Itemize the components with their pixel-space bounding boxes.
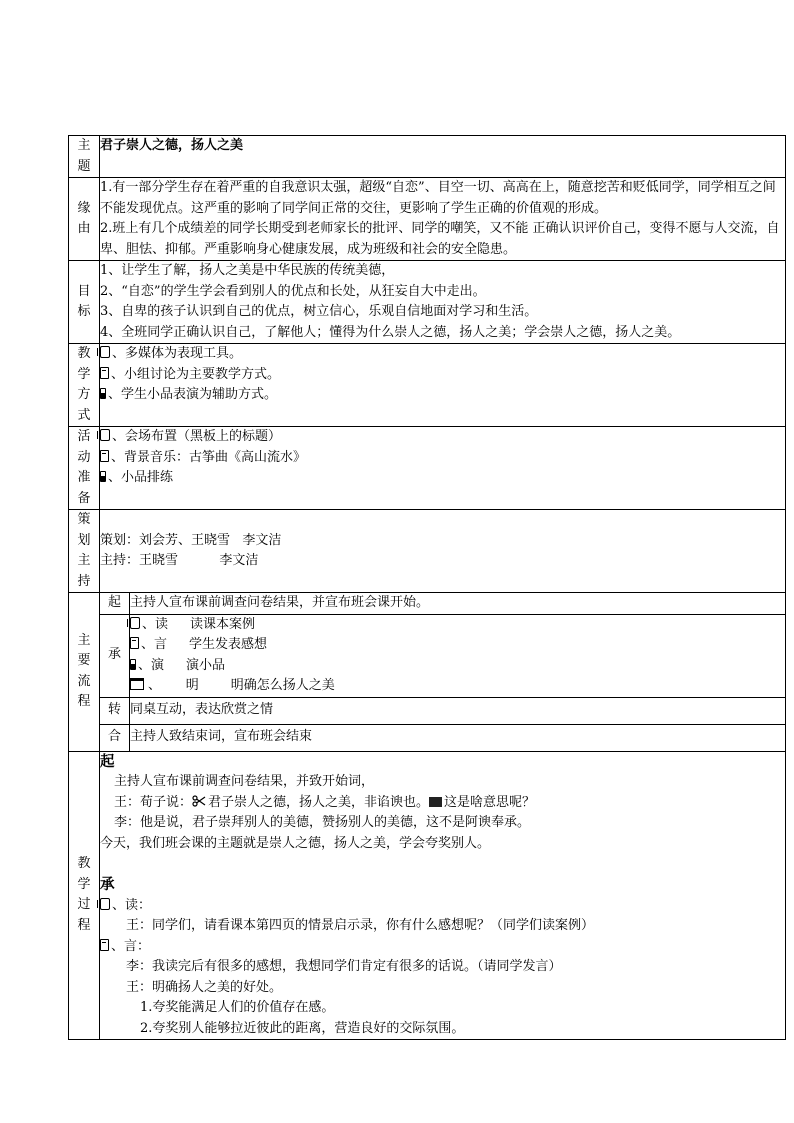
plan-label: 策 划 主 持 <box>69 510 100 593</box>
reason-row <box>69 178 786 261</box>
prep-content <box>100 427 786 510</box>
process-line: 、言： <box>100 937 785 958</box>
flow-step-qi <box>100 593 785 614</box>
method-item: 、学生小品表演为辅助方式。 <box>100 385 785 406</box>
reason-content <box>100 178 786 261</box>
process-label: 教 学 过 程 <box>69 751 100 1040</box>
book-icon <box>100 898 110 910</box>
list-item: 、言 学生发表感想 <box>130 635 785 656</box>
plan-content <box>100 510 786 593</box>
goal-item: 1、让学生了解，扬人之美是中华民族的传统美德， <box>100 263 395 278</box>
flow-label: 主 要 流 程 <box>69 593 100 752</box>
goal-content <box>100 261 786 344</box>
process-content <box>100 751 786 1040</box>
flow-step-cheng <box>100 614 785 697</box>
step-text: 同桌互动，表达欣赏之情 <box>130 697 786 724</box>
plan-row <box>69 510 786 593</box>
method-row <box>69 344 786 427</box>
step-text: 主持人宣布课前调查问卷结果，并宣布班会课开始。 <box>130 593 786 614</box>
scissors-icon <box>192 794 206 806</box>
step-label: 合 <box>100 724 130 751</box>
process-line: 王：同学们，请看课本第四页的情景启示录，你有什么感想呢？（同学们读案例） <box>126 918 595 933</box>
reason-paragraph-1: 1.有一部分学生存在着严重的自我意识太强，超级“自恋”、目空一切、高高在上，随意挖苦和贬低同学，同学相互之间不能发现优点。这严重的影响了同学间正常的交往，更影响了学生正确的价值观的形成。 <box>100 180 776 216</box>
host-line: 主持：王晓雪 李文洁 <box>100 553 259 568</box>
method-item: 、小组讨论为主要教学方式。 <box>100 365 785 386</box>
document-icon <box>100 450 109 462</box>
planner-line: 策划：刘会芳、王晓雪 李文洁 <box>100 532 282 548</box>
process-line: 、读： <box>100 896 785 917</box>
reason-label: 缘 由 <box>69 178 100 261</box>
method-content <box>100 344 786 427</box>
list-item: 、 明 明确怎么扬人之美 <box>130 676 785 697</box>
process-line: 今天，我们班会课的主题就是崇人之德，扬人之美，学会夸奖别人。 <box>100 835 491 851</box>
method-item: 、多媒体为表现工具。 <box>100 344 785 365</box>
document-icon <box>100 939 109 951</box>
flow-table <box>100 593 785 751</box>
step-label: 承 <box>100 614 130 697</box>
process-point: 1.夸奖能满足人们的价值存在感。 <box>140 1000 335 1015</box>
book-icon <box>100 346 110 358</box>
process-line: 李：我读完后有很多的感想，我想同学们肯定有很多的话说。（请同学发言） <box>126 959 562 974</box>
goal-item: 4、全班同学正确认识自己，了解他人；懂得为什么崇人之德，扬人之美；学会崇人之德，扬人之美。 <box>100 324 681 340</box>
prep-item: 、背景音乐：古筝曲《高山流水》 <box>100 448 785 469</box>
document-icon <box>100 367 109 379</box>
process-line: 主持人宣布课前调查问卷结果，并致开始词， <box>114 774 375 789</box>
section-heading-cheng: 承 <box>100 876 115 893</box>
flow-step-zhuan <box>100 697 785 724</box>
phone-icon <box>130 659 136 670</box>
goal-item: 2、“自恋”的学生学会看到别人的优点和长处，从狂妄自大中走出。 <box>100 283 486 299</box>
prep-row <box>69 427 786 510</box>
prep-label: 活 动 准 备 <box>69 427 100 510</box>
prep-item: 、会场布置（黑板上的标题） <box>100 427 785 448</box>
process-row <box>69 751 786 1040</box>
list-item: 、读 读课本案例 <box>130 615 785 636</box>
goal-label: 目 标 <box>69 261 100 344</box>
document-icon <box>130 637 139 649</box>
list-item: 、演 演小品 <box>130 656 785 677</box>
section-heading-qi: 起 <box>100 752 115 770</box>
theme-label: 主 题 <box>69 136 100 178</box>
step-label: 转 <box>100 697 130 724</box>
reason-paragraph-2: 2.班上有几个成绩差的同学长期受到老师家长的批评、同学的嘲笑，又不能 正确认识评价自己，变得不愿与人交流，自卑、胆怯、抑郁。严重影响身心健康发展，成为班级和社会的安全隐患。 <box>100 221 780 257</box>
lesson-plan-table <box>68 135 786 1040</box>
goal-item: 3、自卑的孩子认识到自己的优点，树立信心，乐观自信地面对学习和生活。 <box>100 304 538 319</box>
process-line: 王：荀子说： 君子崇人之德，扬人之美，非谄谀也。 这是啥意思呢？ <box>114 794 536 810</box>
process-line: 李：他是说，君子崇拜别人的美德，赞扬别人的美德，这不是阿谀奉承。 <box>114 815 531 830</box>
goal-row <box>69 261 786 344</box>
prep-item: 、小品排练 <box>100 468 785 489</box>
lesson-title: 君子崇人之德，扬人之美 <box>100 136 786 178</box>
method-label: 教 学 方 式 <box>69 344 100 427</box>
flow-step-he <box>100 724 785 751</box>
phone-icon <box>100 471 106 482</box>
step-items <box>130 614 786 697</box>
flow-content <box>100 593 786 752</box>
pencil-icon <box>429 797 442 807</box>
flow-row <box>69 593 786 752</box>
step-text: 主持人致结束词，宣布班会结束 <box>130 724 786 751</box>
book-icon <box>130 617 140 629</box>
process-line: 王：明确扬人之美的好处。 <box>126 979 283 995</box>
step-label: 起 <box>100 593 130 614</box>
lesson-plan-page <box>68 135 786 1040</box>
process-point: 2.夸奖别人能够拉近彼此的距离，营造良好的交际氛围。 <box>140 1020 465 1036</box>
screen-icon <box>130 678 144 690</box>
phone-icon <box>100 388 106 399</box>
theme-row <box>69 136 786 178</box>
book-icon <box>100 429 110 441</box>
